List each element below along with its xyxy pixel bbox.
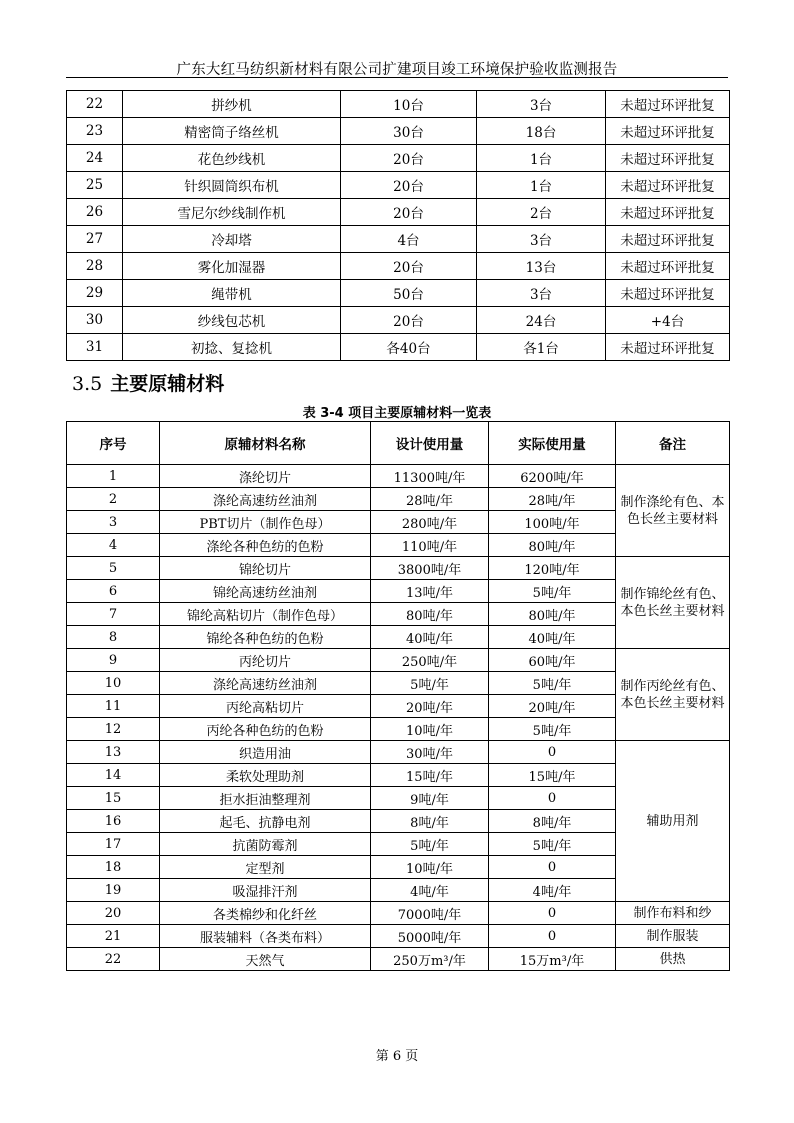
cell-design-usage: 5000吨/年 xyxy=(371,925,489,948)
cell-equipment-name: 针织圆筒织布机 xyxy=(123,172,341,199)
table-row xyxy=(67,199,730,226)
cell-material-name: 抗菌防霉剂 xyxy=(160,833,371,856)
cell-actual-usage: 8吨/年 xyxy=(489,810,616,833)
cell-remark: 未超过环评批复 xyxy=(606,334,730,361)
cell-design-count: 各40台 xyxy=(341,334,477,361)
cell-index: 29 xyxy=(67,280,123,307)
cell-index: 2 xyxy=(67,488,160,511)
cell-index: 1 xyxy=(67,465,160,488)
cell-design-count: 20台 xyxy=(341,199,477,226)
cell-remark: 未超过环评批复 xyxy=(606,280,730,307)
cell-index: 23 xyxy=(67,118,123,145)
cell-design-usage: 250万m³/年 xyxy=(371,948,489,971)
cell-design-usage: 20吨/年 xyxy=(371,695,489,718)
cell-design-usage: 8吨/年 xyxy=(371,810,489,833)
cell-design-count: 20台 xyxy=(341,172,477,199)
cell-design-usage: 11300吨/年 xyxy=(371,465,489,488)
cell-note: 制作涤纶有色、本色长丝主要材料 xyxy=(616,465,730,557)
cell-index: 11 xyxy=(67,695,160,718)
table-row xyxy=(67,334,730,361)
cell-design-usage: 5吨/年 xyxy=(371,672,489,695)
cell-note: 供热 xyxy=(616,948,730,971)
cell-index: 16 xyxy=(67,810,160,833)
table-row xyxy=(67,948,730,971)
section-title: 主要原辅材料 xyxy=(110,373,225,395)
cell-actual-usage: 0 xyxy=(489,741,616,764)
cell-actual-usage: 15吨/年 xyxy=(489,764,616,787)
table-row xyxy=(67,280,730,307)
cell-index: 30 xyxy=(67,307,123,334)
cell-index: 31 xyxy=(67,334,123,361)
cell-equipment-name: 精密筒子络丝机 xyxy=(123,118,341,145)
cell-actual-count: 1台 xyxy=(477,172,606,199)
cell-actual-usage: 80吨/年 xyxy=(489,534,616,557)
cell-index: 21 xyxy=(67,925,160,948)
cell-design-usage: 80吨/年 xyxy=(371,603,489,626)
cell-index: 9 xyxy=(67,649,160,672)
cell-index: 7 xyxy=(67,603,160,626)
section-number: 3.5 xyxy=(72,373,103,395)
cell-actual-usage: 5吨/年 xyxy=(489,833,616,856)
table-row xyxy=(67,649,730,672)
equipment-table xyxy=(66,90,730,361)
cell-index: 13 xyxy=(67,741,160,764)
materials-table-body xyxy=(67,465,730,971)
cell-material-name: 柔软处理助剂 xyxy=(160,764,371,787)
cell-design-count: 4台 xyxy=(341,226,477,253)
cell-note: 制作服装 xyxy=(616,925,730,948)
cell-design-usage: 10吨/年 xyxy=(371,718,489,741)
cell-design-count: 50台 xyxy=(341,280,477,307)
table-row xyxy=(67,145,730,172)
cell-actual-usage: 6200吨/年 xyxy=(489,465,616,488)
cell-equipment-name: 雪尼尔纱线制作机 xyxy=(123,199,341,226)
cell-material-name: 涤纶高速纺丝油剂 xyxy=(160,488,371,511)
cell-material-name: 锦纶各种色纺的色粉 xyxy=(160,626,371,649)
table-row xyxy=(67,307,730,334)
cell-index: 12 xyxy=(67,718,160,741)
cell-equipment-name: 纱线包芯机 xyxy=(123,307,341,334)
cell-material-name: 涤纶各种色纺的色粉 xyxy=(160,534,371,557)
cell-material-name: 吸湿排汗剂 xyxy=(160,879,371,902)
cell-remark: 未超过环评批复 xyxy=(606,91,730,118)
cell-index: 19 xyxy=(67,879,160,902)
cell-design-count: 10台 xyxy=(341,91,477,118)
cell-actual-usage: 80吨/年 xyxy=(489,603,616,626)
table-row xyxy=(67,925,730,948)
cell-design-usage: 40吨/年 xyxy=(371,626,489,649)
cell-actual-usage: 20吨/年 xyxy=(489,695,616,718)
cell-actual-usage: 40吨/年 xyxy=(489,626,616,649)
cell-material-name: 各类棉纱和化纤丝 xyxy=(160,902,371,925)
cell-remark: 未超过环评批复 xyxy=(606,226,730,253)
cell-material-name: 天然气 xyxy=(160,948,371,971)
table-row xyxy=(67,91,730,118)
cell-material-name: 丙纶各种色纺的色粉 xyxy=(160,718,371,741)
cell-actual-usage: 5吨/年 xyxy=(489,672,616,695)
cell-remark: 未超过环评批复 xyxy=(606,145,730,172)
cell-actual-usage: 5吨/年 xyxy=(489,718,616,741)
cell-equipment-name: 拼纱机 xyxy=(123,91,341,118)
cell-material-name: 丙纶高粘切片 xyxy=(160,695,371,718)
cell-actual-usage: 60吨/年 xyxy=(489,649,616,672)
cell-material-name: PBT切片（制作色母） xyxy=(160,511,371,534)
table-row xyxy=(67,118,730,145)
cell-note: 制作丙纶丝有色、本色长丝主要材料 xyxy=(616,649,730,741)
cell-design-count: 20台 xyxy=(341,253,477,280)
cell-index: 14 xyxy=(67,764,160,787)
cell-equipment-name: 绳带机 xyxy=(123,280,341,307)
cell-actual-count: 24台 xyxy=(477,307,606,334)
cell-index: 5 xyxy=(67,557,160,580)
cell-note: 制作布料和纱 xyxy=(616,902,730,925)
cell-material-name: 涤纶切片 xyxy=(160,465,371,488)
cell-design-usage: 9吨/年 xyxy=(371,787,489,810)
cell-actual-usage: 4吨/年 xyxy=(489,879,616,902)
cell-design-count: 20台 xyxy=(341,307,477,334)
header-design-usage: 设计使用量 xyxy=(371,422,489,465)
cell-remark: 未超过环评批复 xyxy=(606,199,730,226)
cell-index: 3 xyxy=(67,511,160,534)
cell-index: 15 xyxy=(67,787,160,810)
cell-remark: 未超过环评批复 xyxy=(606,253,730,280)
cell-design-usage: 15吨/年 xyxy=(371,764,489,787)
cell-actual-count: 3台 xyxy=(477,226,606,253)
cell-design-usage: 28吨/年 xyxy=(371,488,489,511)
cell-material-name: 定型剂 xyxy=(160,856,371,879)
table-caption: 表 3-4 项目主要原辅材料一览表 xyxy=(302,406,492,421)
cell-design-usage: 280吨/年 xyxy=(371,511,489,534)
cell-equipment-name: 雾化加湿器 xyxy=(123,253,341,280)
cell-index: 26 xyxy=(67,199,123,226)
materials-header-row xyxy=(67,422,730,465)
cell-actual-count: 18台 xyxy=(477,118,606,145)
cell-equipment-name: 冷却塔 xyxy=(123,226,341,253)
cell-design-count: 30台 xyxy=(341,118,477,145)
cell-actual-usage: 0 xyxy=(489,787,616,810)
section-heading xyxy=(72,369,224,396)
cell-material-name: 拒水拒油整理剂 xyxy=(160,787,371,810)
header-material-name: 原辅材料名称 xyxy=(160,422,371,465)
cell-equipment-name: 初捻、复捻机 xyxy=(123,334,341,361)
cell-index: 8 xyxy=(67,626,160,649)
cell-actual-usage: 28吨/年 xyxy=(489,488,616,511)
cell-material-name: 起毛、抗静电剂 xyxy=(160,810,371,833)
cell-design-usage: 3800吨/年 xyxy=(371,557,489,580)
table-row xyxy=(67,226,730,253)
table-row xyxy=(67,557,730,580)
cell-equipment-name: 花色纱线机 xyxy=(123,145,341,172)
cell-index: 22 xyxy=(67,948,160,971)
cell-material-name: 服装辅料（各类布料） xyxy=(160,925,371,948)
cell-actual-count: 3台 xyxy=(477,91,606,118)
cell-remark: 未超过环评批复 xyxy=(606,118,730,145)
cell-actual-usage: 0 xyxy=(489,925,616,948)
cell-index: 24 xyxy=(67,145,123,172)
cell-actual-usage: 120吨/年 xyxy=(489,557,616,580)
cell-note: 辅助用剂 xyxy=(616,741,730,902)
cell-actual-usage: 0 xyxy=(489,856,616,879)
header-index: 序号 xyxy=(67,422,160,465)
table-row xyxy=(67,253,730,280)
materials-table xyxy=(66,421,730,971)
cell-index: 20 xyxy=(67,902,160,925)
cell-design-usage: 13吨/年 xyxy=(371,580,489,603)
cell-actual-count: 2台 xyxy=(477,199,606,226)
page-number: 第 6 页 xyxy=(375,1049,419,1064)
cell-actual-count: 13台 xyxy=(477,253,606,280)
cell-index: 27 xyxy=(67,226,123,253)
cell-index: 22 xyxy=(67,91,123,118)
cell-actual-usage: 100吨/年 xyxy=(489,511,616,534)
cell-design-usage: 30吨/年 xyxy=(371,741,489,764)
table-row xyxy=(67,465,730,488)
header-notes: 备注 xyxy=(616,422,730,465)
cell-material-name: 锦纶高速纺丝油剂 xyxy=(160,580,371,603)
cell-material-name: 锦纶高粘切片（制作色母） xyxy=(160,603,371,626)
cell-actual-usage: 5吨/年 xyxy=(489,580,616,603)
cell-actual-count: 3台 xyxy=(477,280,606,307)
cell-design-usage: 7000吨/年 xyxy=(371,902,489,925)
table-row xyxy=(67,172,730,199)
cell-actual-usage: 15万m³/年 xyxy=(489,948,616,971)
cell-design-usage: 5吨/年 xyxy=(371,833,489,856)
cell-note: 制作锦纶丝有色、本色长丝主要材料 xyxy=(616,557,730,649)
cell-remark: 未超过环评批复 xyxy=(606,172,730,199)
cell-design-usage: 10吨/年 xyxy=(371,856,489,879)
cell-remark: +4台 xyxy=(606,307,730,334)
cell-design-usage: 250吨/年 xyxy=(371,649,489,672)
cell-actual-usage: 0 xyxy=(489,902,616,925)
cell-design-count: 20台 xyxy=(341,145,477,172)
cell-actual-count: 各1台 xyxy=(477,334,606,361)
cell-actual-count: 1台 xyxy=(477,145,606,172)
header-actual-usage: 实际使用量 xyxy=(489,422,616,465)
cell-index: 28 xyxy=(67,253,123,280)
cell-index: 6 xyxy=(67,580,160,603)
cell-index: 10 xyxy=(67,672,160,695)
cell-material-name: 织造用油 xyxy=(160,741,371,764)
cell-index: 25 xyxy=(67,172,123,199)
report-header-title: 广东大红马纺织新材料有限公司扩建项目竣工环境保护验收监测报告 xyxy=(176,62,618,78)
cell-design-usage: 4吨/年 xyxy=(371,879,489,902)
table-row xyxy=(67,902,730,925)
cell-index: 4 xyxy=(67,534,160,557)
equipment-table-body xyxy=(67,91,730,361)
cell-material-name: 丙纶切片 xyxy=(160,649,371,672)
header-rule xyxy=(66,77,728,78)
cell-material-name: 锦纶切片 xyxy=(160,557,371,580)
cell-material-name: 涤纶高速纺丝油剂 xyxy=(160,672,371,695)
cell-design-usage: 110吨/年 xyxy=(371,534,489,557)
cell-index: 18 xyxy=(67,856,160,879)
table-row xyxy=(67,741,730,764)
cell-index: 17 xyxy=(67,833,160,856)
